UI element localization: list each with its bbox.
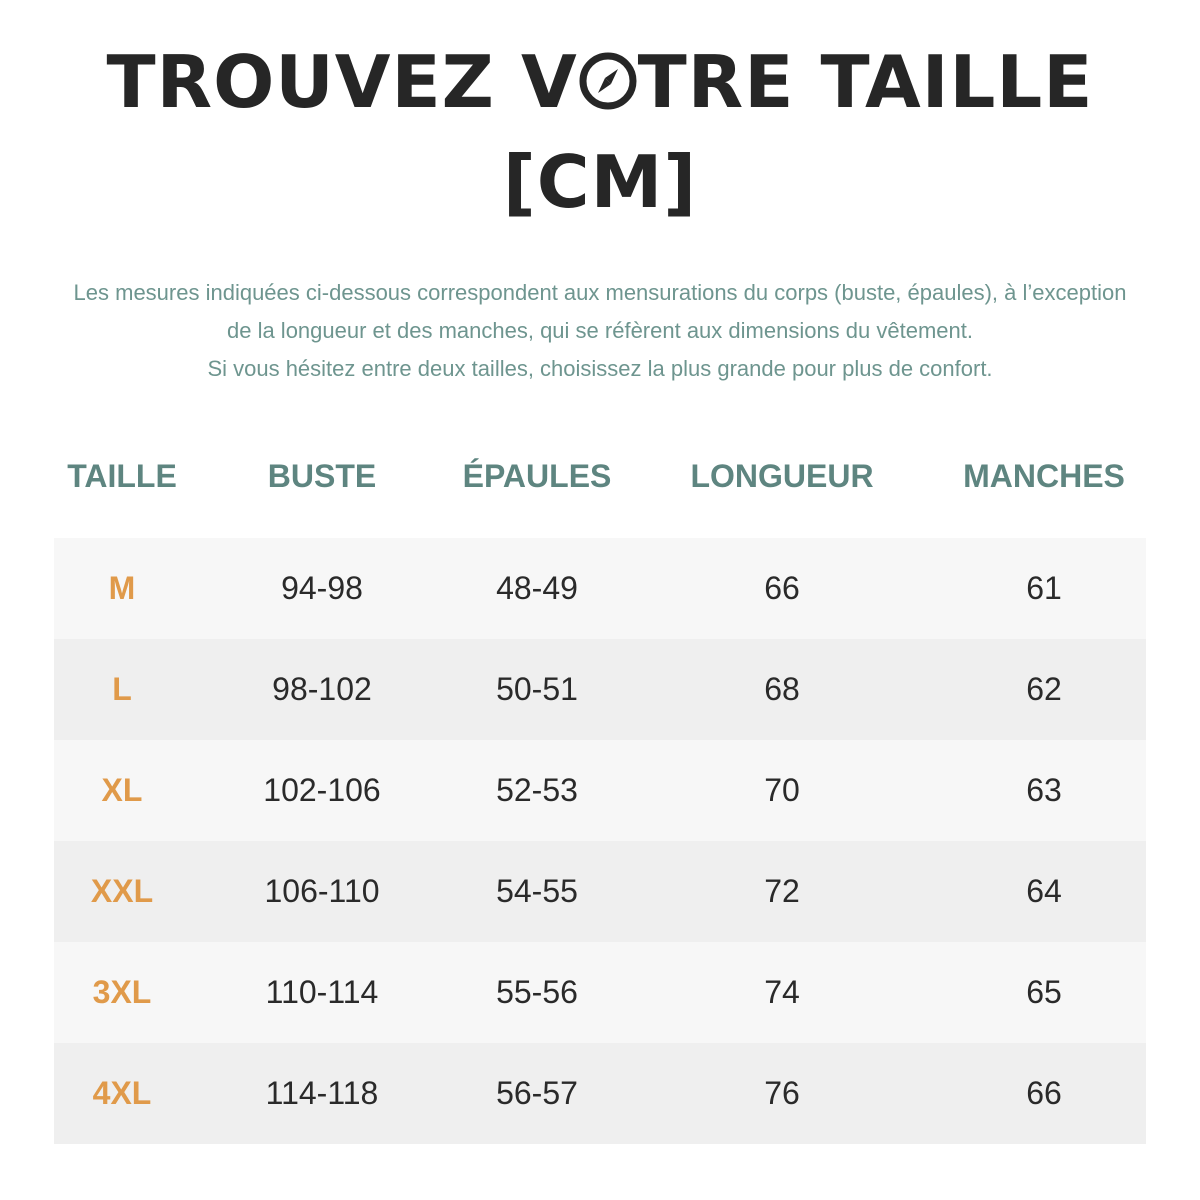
size-cell: M xyxy=(108,570,136,606)
header-epaules: ÉPAULES xyxy=(462,457,612,494)
intro-text xyxy=(10,274,1190,388)
buste-cell: 98-102 xyxy=(272,671,372,707)
epaules-cell: 50-51 xyxy=(496,671,578,707)
epaules-cell: 55-56 xyxy=(496,974,578,1010)
buste-cell: 110-114 xyxy=(265,974,379,1010)
manches-cell: 66 xyxy=(1026,1075,1062,1111)
intro-line: de la longueur et des manches, qui se réfèrent aux dimensions du vêtement. xyxy=(226,318,973,343)
epaules-cell: 56-57 xyxy=(496,1075,578,1111)
intro-line: Si vous hésitez entre deux tailles, choisissez la plus grande pour plus de confort. xyxy=(207,356,993,381)
buste-cell: 106-110 xyxy=(264,873,380,909)
buste-cell: 94-98 xyxy=(281,570,363,606)
page-title-unit: [CM] xyxy=(502,140,698,224)
epaules-cell: 48-49 xyxy=(496,570,578,606)
table-row xyxy=(54,942,1146,1043)
title-part2: TRE TAILLE xyxy=(637,40,1094,124)
title-part1: TROUVEZ V xyxy=(106,40,578,124)
size-cell: XL xyxy=(101,772,143,808)
manches-cell: 62 xyxy=(1026,671,1062,707)
manches-cell: 61 xyxy=(1026,570,1062,606)
header-manches: MANCHES xyxy=(963,457,1125,494)
longueur-cell: 76 xyxy=(764,1075,800,1111)
header-longueur: LONGUEUR xyxy=(690,457,874,494)
page-title-line1 xyxy=(0,38,1200,126)
size-cell: XXL xyxy=(90,873,154,909)
longueur-cell: 68 xyxy=(764,671,800,707)
buste-cell: 102-106 xyxy=(263,772,381,808)
longueur-cell: 74 xyxy=(764,974,800,1010)
table-row xyxy=(54,740,1146,841)
size-cell: L xyxy=(112,671,132,707)
table-row xyxy=(54,639,1146,740)
epaules-cell: 52-53 xyxy=(496,772,578,808)
table-row xyxy=(54,1043,1146,1144)
header-taille: TAILLE xyxy=(67,457,177,494)
longueur-cell: 70 xyxy=(764,772,800,808)
manches-cell: 65 xyxy=(1026,974,1062,1010)
size-cell: 3XL xyxy=(92,974,152,1010)
buste-cell: 114-118 xyxy=(265,1075,379,1111)
intro-line: Les mesures indiquées ci-dessous correspondent aux mensurations du corps (buste, épaules), à l’exception xyxy=(73,280,1127,305)
header-buste: BUSTE xyxy=(267,457,377,494)
longueur-cell: 66 xyxy=(764,570,800,606)
manches-cell: 64 xyxy=(1026,873,1062,909)
manches-cell: 63 xyxy=(1026,772,1062,808)
size-table xyxy=(54,538,1146,1144)
table-row xyxy=(54,841,1146,942)
table-row xyxy=(54,538,1146,639)
size-cell: 4XL xyxy=(92,1075,152,1111)
compass-icon xyxy=(578,51,638,111)
epaules-cell: 54-55 xyxy=(496,873,578,909)
table-header xyxy=(0,448,1200,504)
longueur-cell: 72 xyxy=(764,873,800,909)
